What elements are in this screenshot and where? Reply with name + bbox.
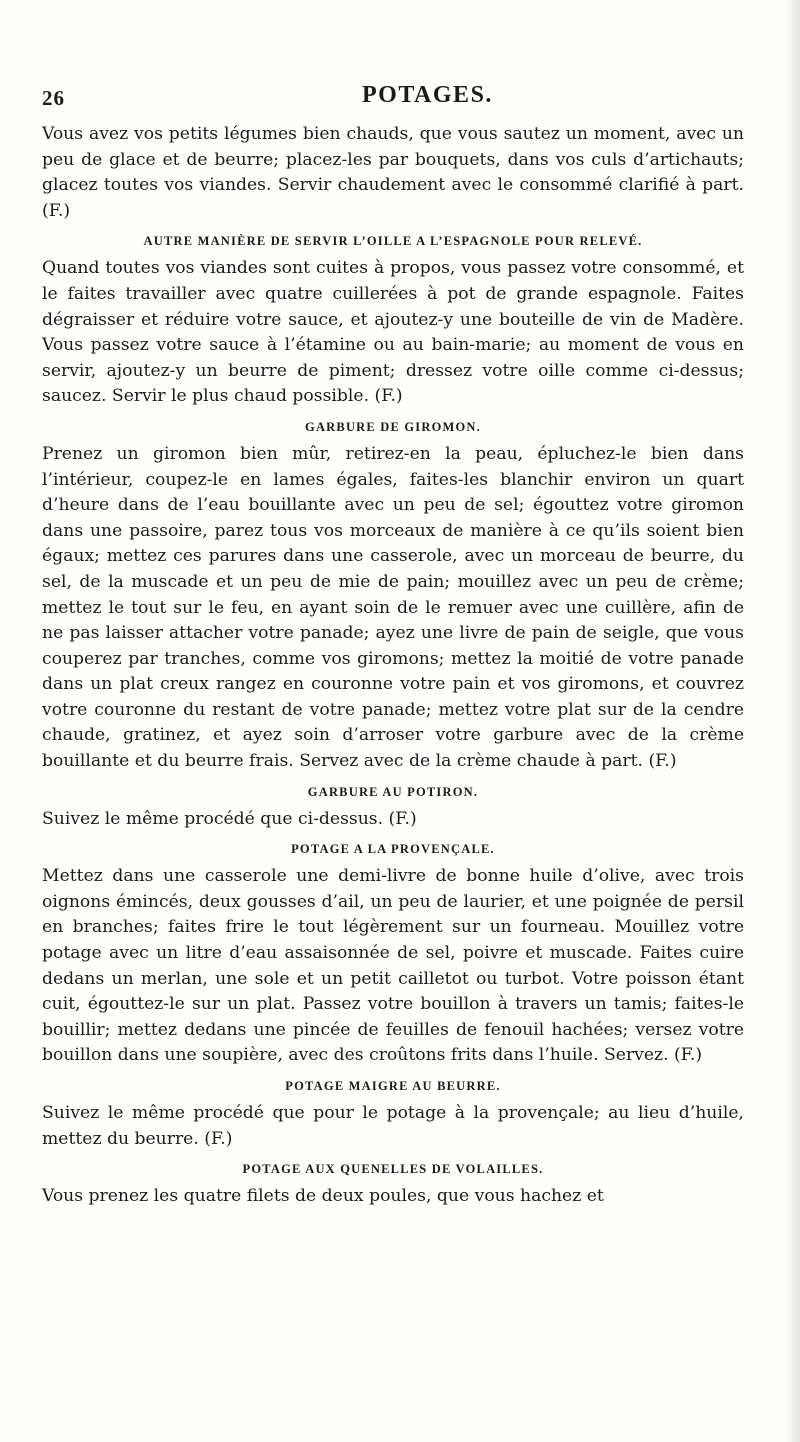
section-title-potage-quenelles: POTAGE AUX QUENELLES DE VOLAILLES. bbox=[242, 1162, 544, 1177]
paragraph-potage-provencale: Mettez dans une casserole une demi-livre de bonne huile d’olive, avec trois oignons émincés, deux gousses d’ail, un peu de laurier, et une poignée de persil en branches; faites frire le tout légèrement sur un fourneau. Mouillez votre potage avec un litre d’eau assaisonnée de sel, poivre et muscade. Faites cuire dedans un merlan, une sole et un petit cailletot ou turbot. Votre poisson étant cuit, égouttez-le sur un plat. Passez votre bouillon à travers un tamis; faites-le bouillir; mettez dedans une pincée de feuilles de fenouil hachées; versez votre bouillon dans une soupière, avec des croûtons frits dans l’huile. Servez. (F.) bbox=[42, 866, 744, 1066]
paragraph-potage-maigre: Suivez le même procédé que pour le potage à la provençale; au lieu d’huile, mettez du beurre. (F.) bbox=[42, 1103, 744, 1149]
page-number: 26 bbox=[42, 86, 65, 110]
page-edge-shadow bbox=[786, 0, 800, 1442]
section-title-oille-espagnole: AUTRE MANIÈRE DE SERVIR L’OILLE A L’ESPAGNOLE POUR RELEVÉ. bbox=[143, 234, 643, 249]
section-title-garbure-potiron: GARBURE AU POTIRON. bbox=[307, 784, 479, 799]
section-title-potage-maigre: POTAGE MAIGRE AU BEURRE. bbox=[285, 1079, 501, 1093]
section-title-garbure-giromon: GARBURE DE GIROMON. bbox=[305, 419, 481, 434]
paragraph-garbure-giromon: Prenez un giromon bien mûr, retirez-en la peau, épluchez-le bien dans l’intérieur, coupez-le en lames égales, faites-les blanchir environ un quart d’heure dans de l’eau bouillante avec un peu de sel; égouttez votre giromon dans une passoire, parez tous vos morceaux de manière à ce qu’ils soient bien égaux; mettez ces parures dans une casserole, avec un morceau de beurre, du sel, de la muscade et un peu de mie de pain; mouillez avec un peu de crème; mettez le tout sur le feu, en ayant soin de le remuer avec une cuillère, afin de ne pas laisser attacher votre panade; ayez une livre de pain de seigle, que vous couperez par tranches, comme vos giromons; mettez la moitié de votre panade dans un plat creux rangez en couronne votre pain et vos giromons, et couvrez votre couronne du restant de votre panade; mettez votre plat sur de la cendre chaude, gratinez, et ayez soin d’arroser votre garbure avec de la crème bouillante et du beurre frais. Servez avec de la crème chaude à part. (F.) bbox=[42, 443, 744, 772]
paragraph-oille-espagnole: Quand toutes vos viandes sont cuites à propos, vous passez votre consommé, et le faites travailler avec quatre cuillerées à pot de grande espagnole. Faites dégraisser et réduire votre sauce, et ajoutez-y une bouteille de vin de Madère. Vous passez votre sauce à l’étamine ou au bain-marie; au moment de vous en servir, ajoutez-y un beurre de piment; dressez votre oille comme ci-dessus; saucez. Servir le plus chaud possible. (F.) bbox=[42, 258, 744, 407]
section-title-potage-provencale: POTAGE A LA PROVENÇALE. bbox=[291, 842, 495, 857]
page-body bbox=[42, 122, 744, 1210]
paragraph-garbure-potiron: Suivez le même procédé que ci-dessus. (F.) bbox=[42, 808, 417, 829]
page-header bbox=[42, 78, 738, 118]
paragraph-oille-continued: Vous avez vos petits légumes bien chauds, que vous sautez un moment, avec un peu de glace et de beurre; placez-les par bouquets, dans vos culs d’artichauts; glacez toutes vos viandes. Servir chaudement avec le consommé clarifié à part. (F.) bbox=[42, 124, 744, 221]
paragraph-potage-quenelles: Vous prenez les quatre filets de deux poules, que vous hachez et bbox=[42, 1186, 604, 1207]
running-title: POTAGES. bbox=[362, 82, 493, 108]
